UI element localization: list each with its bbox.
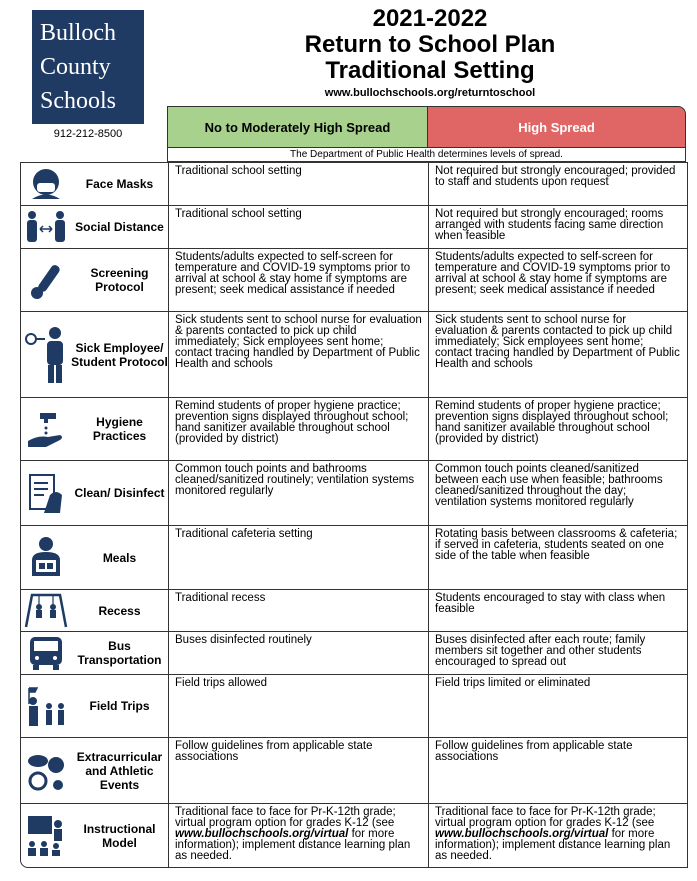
- low-spread-cell: Students/adults expected to self-screen for temperature and COVID-19 symptoms prior to arrival at school & stay home if symptoms are present; seek medical assistance if needed: [168, 249, 428, 311]
- classroom-icon: [21, 814, 71, 858]
- social-distance-icon: [21, 209, 71, 245]
- table-row: [21, 675, 687, 738]
- row-label: Screening Protocol: [90, 266, 149, 294]
- high-spread-cell: Common touch points cleaned/sanitized between each use when feasible; bathrooms cleaned/sanitized throughout the day; ventilation systems monitored regularly: [428, 461, 687, 525]
- logo-line: Schools: [40, 88, 117, 114]
- sports-balls-icon: [21, 749, 71, 793]
- high-spread-cell: Field trips limited or eliminated: [428, 675, 687, 737]
- handwashing-icon: [21, 409, 71, 449]
- row-label: Field Trips: [89, 699, 150, 713]
- swing-icon: [21, 593, 71, 629]
- row-label: Extracurricular and Athletic Events: [76, 749, 163, 792]
- low-spread-cell: Common touch points and bathrooms cleaned/sanitized routinely; ventilation systems monitored regularly: [168, 461, 428, 525]
- bus-icon: [21, 635, 71, 671]
- virtual-program-link[interactable]: www.bullochschools.org/virtual: [175, 828, 349, 840]
- cleaning-icon: [21, 471, 71, 515]
- phone-number: 912-212-8500: [53, 128, 123, 140]
- table-row: [21, 163, 687, 206]
- logo-line: Bulloch: [40, 20, 116, 46]
- sick-person-icon: [21, 325, 71, 385]
- high-spread-cell: Students/adults expected to self-screen for temperature and COVID-19 symptoms prior to arrival at school & stay home if symptoms are present; seek medical assistance if needed: [428, 249, 687, 311]
- district-logo: [32, 10, 144, 124]
- row-label: Sick Employee/ Student Protocol: [71, 340, 168, 369]
- plan-table: [20, 162, 688, 868]
- high-spread-cell: [428, 804, 687, 867]
- row-label: Clean/ Disinfect: [74, 486, 165, 500]
- spread-note: The Department of Public Health determines levels of spread.: [167, 148, 686, 162]
- low-spread-cell: Buses disinfected routinely: [168, 632, 428, 674]
- high-spread-cell: Buses disinfected after each route; family members sit together and other students encouraged to spread out: [428, 632, 687, 674]
- page-title: [250, 6, 610, 100]
- high-spread-cell: Remind students of proper hygiene practice; prevention signs displayed throughout school; hand sanitizer available throughout school (provided by district): [428, 398, 687, 460]
- title-line-1: Return to School Plan: [304, 31, 556, 58]
- cell-text: for more information); implement distance learning plan as needed.: [435, 828, 671, 862]
- table-row: [21, 590, 687, 632]
- high-spread-cell: Not required but strongly encouraged; rooms arranged with students facing same direction when feasible: [428, 206, 687, 248]
- logo-line: County: [40, 54, 111, 80]
- table-row: [21, 526, 687, 590]
- column-header-high-spread: High Spread: [427, 106, 686, 148]
- table-row: [21, 461, 687, 526]
- cell-text: for more information); implement distance learning plan as needed.: [175, 828, 411, 862]
- cell-text: Traditional face to face for Pr-K-12th grade; virtual program option for grades K-12 (see: [175, 806, 396, 829]
- high-spread-cell: Sick students sent to school nurse for evaluation & parents contacted to pick up child immediately; Sick employees sent home; contact tracing handled by Department of Public Health and schools: [428, 312, 687, 397]
- row-label: Recess: [98, 603, 141, 618]
- meal-tray-icon: [21, 536, 71, 580]
- low-spread-cell: Traditional recess: [168, 590, 428, 631]
- table-row: [21, 312, 687, 398]
- low-spread-cell: [168, 804, 428, 867]
- high-spread-cell: Students encouraged to stay with class when feasible: [428, 590, 687, 631]
- low-spread-cell: Sick students sent to school nurse for evaluation & parents contacted to pick up child immediately; Sick employees sent home; contact tracing handled by Department of Public Health and schools: [168, 312, 428, 397]
- table-row: [21, 632, 687, 675]
- cell-text: Traditional face to face for Pr-K-12th grade; virtual program option for grades K-12 (see: [435, 806, 656, 829]
- row-label: Meals: [102, 550, 137, 565]
- row-label: Face Masks: [85, 177, 154, 191]
- low-spread-cell: Traditional school setting: [168, 163, 428, 205]
- thermometer-icon: [21, 260, 71, 300]
- low-spread-cell: Traditional cafeteria setting: [168, 526, 428, 589]
- high-spread-cell: Follow guidelines from applicable state associations: [428, 738, 687, 803]
- face-mask-icon: [21, 166, 71, 202]
- table-row: [21, 206, 687, 249]
- table-row: [21, 738, 687, 804]
- high-spread-cell: Rotating basis between classrooms & cafeteria; if served in cafeteria, students seated on one side of the table when feasible: [428, 526, 687, 589]
- field-trip-icon: [21, 684, 71, 728]
- table-row: [21, 804, 687, 867]
- high-spread-cell: Not required but strongly encouraged; provided to staff and students upon request: [428, 163, 687, 205]
- table-row: [21, 398, 687, 461]
- virtual-program-link[interactable]: www.bullochschools.org/virtual: [435, 828, 609, 840]
- row-label: Social Distance: [75, 220, 164, 234]
- low-spread-cell: Field trips allowed: [168, 675, 428, 737]
- row-label: Hygiene Practices: [92, 415, 147, 443]
- table-row: [21, 249, 687, 312]
- low-spread-cell: Remind students of proper hygiene practice; prevention signs displayed throughout school; hand sanitizer available throughout school (provided by district): [168, 398, 428, 460]
- plan-url[interactable]: www.bullochschools.org/returntoschool: [324, 87, 536, 99]
- row-label: Bus Transportation: [77, 639, 162, 667]
- low-spread-cell: Traditional school setting: [168, 206, 428, 248]
- school-year: 2021-2022: [372, 5, 488, 32]
- row-label: Instructional Model: [83, 821, 156, 850]
- title-line-2: Traditional Setting: [325, 57, 535, 84]
- column-header-low-spread: No to Moderately High Spread: [167, 106, 427, 148]
- low-spread-cell: Follow guidelines from applicable state associations: [168, 738, 428, 803]
